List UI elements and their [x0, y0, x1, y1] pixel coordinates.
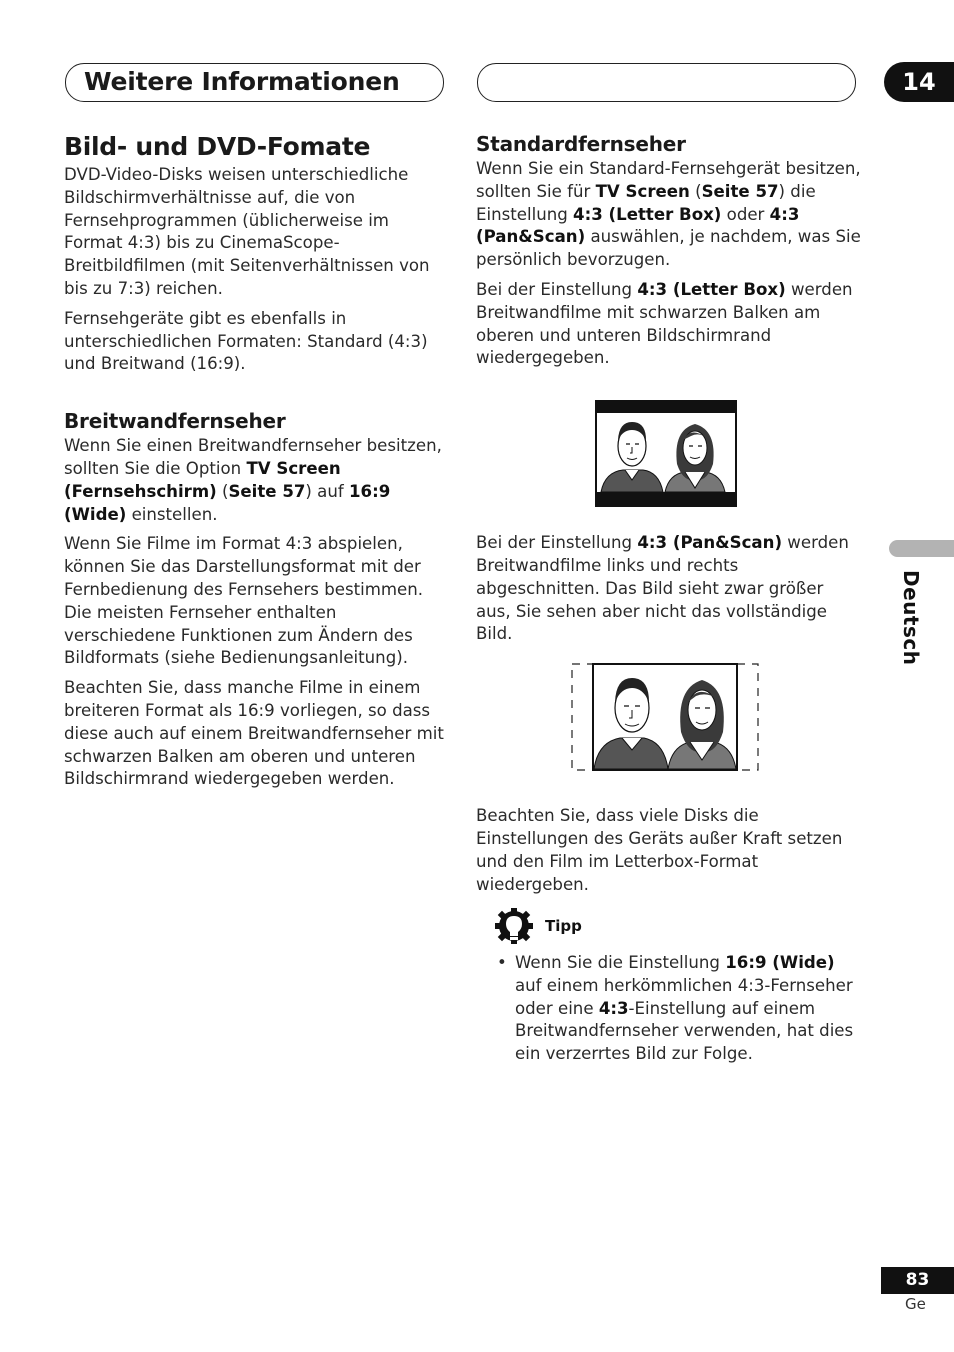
standard-paragraph-3: Bei der Einstellung 4:3 (Pan&Scan) werden Breitwandfilme links und rechts abgeschnitten. Das Bild sieht zwar größer aus, Sie sehen aber nicht das vollständige Bild. — [476, 533, 849, 644]
header-pill-right — [477, 63, 856, 102]
lightbulb-gear-icon — [494, 907, 534, 947]
widescreen-paragraph-1: Wenn Sie einen Breitwandfernseher besitzen, sollten Sie die Option TV Screen (Fernsehschirm) (Seite 57) auf 16:9 (Wide) einstellen. — [64, 436, 442, 524]
intro-paragraph-1: DVD-Video-Disks weisen unterschiedliche Bildschirmverhältnisse auf, die von Fernsehprogrammen (üblicherweise im Format 4:3) bis zu CinemaScope-Breitbildfilmen (mit Seitenverhältnissen von bis zu 7:3) reichen. — [64, 165, 430, 298]
tip-bullet: • — [497, 953, 507, 972]
language-tab — [889, 540, 954, 557]
language-label: Deutsch — [899, 570, 923, 666]
widescreen-paragraph-3: Beachten Sie, dass manche Filme in einem breiteren Format als 16:9 vorliegen, so dass diese auch auf einem Breitwandfernseher mit schwarzen Balken am oberen und unteren Bildschirmrand wiedergegeben werden. — [64, 678, 444, 789]
right-column — [476, 130, 861, 903]
standard-paragraph-2: Bei der Einstellung 4:3 (Letter Box) werden Breitwandfilme mit schwarzen Balken am oberen und unteren Bildschirmrand wiedergegeben. — [476, 279, 853, 368]
standard-paragraph-4: Beachten Sie, dass viele Disks die Einstellungen des Geräts außer Kraft setzen und den Film im Letterbox-Format wiedergeben. — [476, 806, 843, 894]
chapter-number: 14 — [884, 62, 954, 102]
page-language-code: Ge — [905, 1295, 926, 1313]
page-title: Bild- und DVD-Fomate — [64, 132, 371, 161]
letterbox-illustration — [595, 400, 737, 507]
intro-paragraph-2: Fernsehgeräte gibt es ebenfalls in unterschiedlichen Formaten: Standard (4:3) und Breitwand (16:9). — [64, 308, 428, 374]
panscan-illustration — [568, 662, 762, 772]
widescreen-paragraph-2: Wenn Sie Filme im Format 4:3 abspielen, können Sie das Darstellungsformat mit der Fernbedienung des Fernsehers bestimmen. Die meisten Fernseher enthalten verschiedene Funktionen zum Ändern des Bildformats (siehe Bedienungsanleitung). — [64, 534, 424, 668]
tip-list — [497, 952, 862, 1066]
tip-label: Tipp — [545, 917, 582, 935]
standard-paragraph-1: Wenn Sie ein Standard-Fernsehgerät besitzen, sollten Sie für TV Screen (Seite 57) die Einstellung 4:3 (Letter Box) oder 4:3 (Pan&Scan) auswählen, je nachdem, was Sie persönlich bevorzugen. — [476, 159, 861, 270]
left-column — [64, 130, 444, 798]
tip-item: • Wenn Sie die Einstellung 16:9 (Wide) auf einem herkömmlichen 4:3-Fernseher oder eine 4:3-Einstellung auf einem Breitwandfernseher verwenden, hat dies ein verzerrtes Bild zur Folge. — [497, 953, 854, 1064]
widescreen-heading: Breitwandfernseher — [64, 409, 286, 434]
section-title: Weitere Informationen — [84, 67, 400, 96]
standard-tv-heading: Standardfernseher — [476, 132, 686, 156]
page-number: 83 — [881, 1267, 954, 1294]
